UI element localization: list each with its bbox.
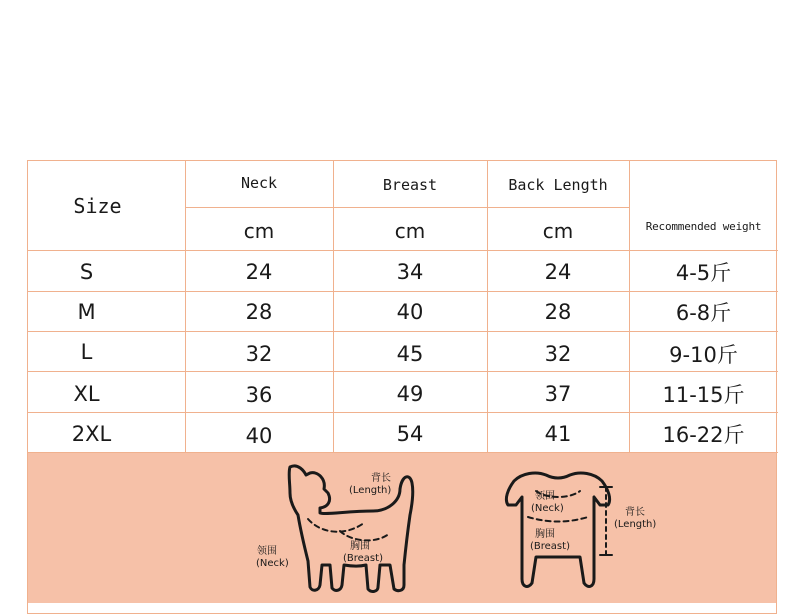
row-m-back-length: 28: [544, 300, 572, 324]
top-length-cn: 背长: [625, 507, 645, 518]
row-2xl-size: 2XL: [71, 422, 112, 446]
row-l-size: L: [80, 340, 93, 364]
unit-breast: cm: [394, 219, 426, 243]
row-s-breast: 34: [396, 260, 424, 284]
row-2xl-breast: 54: [396, 422, 424, 446]
top-length-en: (Length): [614, 519, 657, 530]
row-m-size: M: [77, 300, 96, 324]
row-s-back-length: 24: [544, 260, 572, 284]
side-breast-cn: 胸围: [350, 541, 370, 552]
header-size: Size: [73, 193, 122, 218]
row-l-neck: 32: [245, 342, 273, 366]
row-2xl-back-length: 41: [544, 422, 572, 446]
row-s-size: S: [79, 260, 94, 284]
header-divider: [185, 207, 629, 208]
side-neck-en: (Neck): [256, 558, 289, 569]
row-m-breast: 40: [396, 300, 424, 324]
row-xl-breast: 49: [396, 382, 424, 406]
side-length-cn: 背长: [371, 473, 391, 484]
row-l-back-length: 32: [544, 342, 572, 366]
header-back-length: Back Length: [508, 176, 608, 194]
row-s-weight: 4-5斤: [675, 261, 732, 285]
top-breast-cn: 胸围: [535, 529, 555, 540]
row-xl-weight: 11-15斤: [662, 383, 745, 407]
top-neck-cn: 领围: [535, 491, 555, 502]
side-breast-en: (Breast): [343, 553, 383, 564]
row-m-weight: 6-8斤: [675, 301, 732, 325]
row-xl-neck: 36: [245, 383, 273, 407]
row-l-weight: 9-10斤: [669, 343, 738, 367]
measurement-guide: [28, 453, 776, 603]
header-neck: Neck: [240, 174, 278, 192]
row-xl-size: XL: [73, 382, 100, 406]
row-2xl-weight: 16-22斤: [662, 423, 745, 447]
measurement-guide-illustration: [28, 453, 776, 603]
top-breast-en: (Breast): [530, 541, 570, 552]
unit-back-length: cm: [542, 219, 574, 243]
side-length-en: (Length): [349, 485, 392, 496]
top-neck-en: (Neck): [531, 503, 564, 514]
header-breast: Breast: [382, 176, 438, 194]
size-table: [27, 160, 777, 614]
row-divider: [28, 291, 778, 292]
row-l-breast: 45: [396, 342, 424, 366]
row-2xl-neck: 40: [245, 424, 273, 448]
row-s-neck: 24: [245, 260, 273, 284]
side-neck-cn: 领围: [257, 546, 277, 557]
dog-top-view-icon: [506, 473, 612, 586]
row-m-neck: 28: [245, 300, 273, 324]
header-recommended-weight: Recommended weight: [645, 219, 762, 233]
row-xl-back-length: 37: [544, 382, 572, 406]
unit-neck: cm: [243, 219, 275, 243]
row-divider: [28, 331, 778, 332]
